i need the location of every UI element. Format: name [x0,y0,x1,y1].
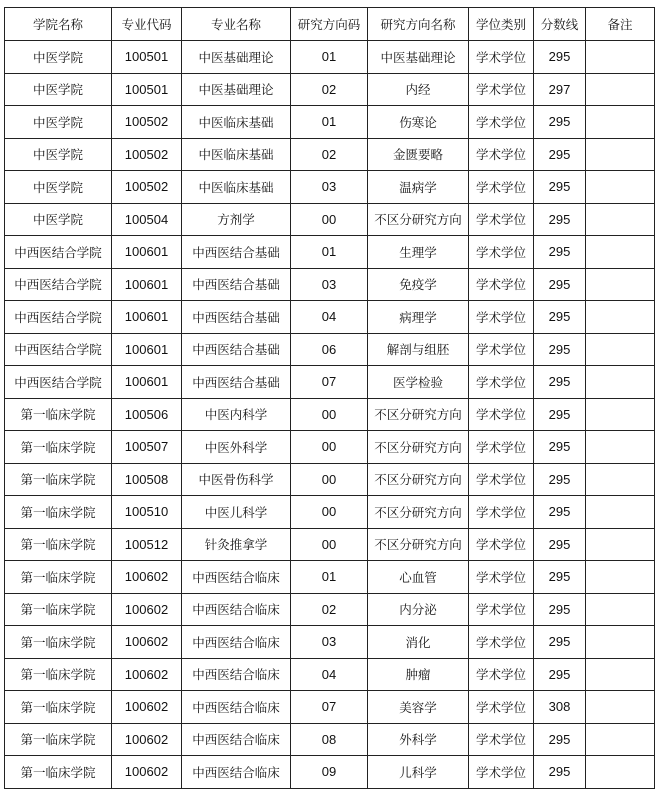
header-degree-type: 学位类别 [469,8,534,41]
college-cell: 第一临床学院 [5,593,112,626]
major-name-cell: 中医临床基础 [182,138,291,171]
header-row [5,8,655,41]
college-cell: 第一临床学院 [5,496,112,529]
college-cell: 第一临床学院 [5,528,112,561]
remarks-cell [586,626,655,659]
major-name-cell: 中西医结合临床 [182,723,291,756]
table-row [5,171,655,204]
table-row [5,756,655,789]
direction-code-cell: 01 [291,236,368,269]
college-cell: 中医学院 [5,106,112,139]
remarks-cell [586,398,655,431]
table-row [5,301,655,334]
header-remarks: 备注 [586,8,655,41]
direction-name-cell: 肿瘤 [368,658,469,691]
header-direction-code: 研究方向码 [291,8,368,41]
college-cell: 中西医结合学院 [5,268,112,301]
major-code-cell: 100508 [112,463,182,496]
degree-type-cell: 学术学位 [469,756,534,789]
degree-type-cell: 学术学位 [469,41,534,74]
major-code-cell: 100602 [112,626,182,659]
remarks-cell [586,593,655,626]
remarks-cell [586,366,655,399]
table-row [5,268,655,301]
direction-name-cell: 不区分研究方向 [368,528,469,561]
college-cell: 第一临床学院 [5,691,112,724]
direction-code-cell: 01 [291,41,368,74]
major-code-cell: 100602 [112,561,182,594]
remarks-cell [586,561,655,594]
major-name-cell: 中西医结合临床 [182,691,291,724]
score-line-cell: 295 [534,203,586,236]
score-line-cell: 295 [534,268,586,301]
major-code-cell: 100602 [112,723,182,756]
direction-name-cell: 解剖与组胚 [368,333,469,366]
table-row [5,41,655,74]
degree-type-cell: 学术学位 [469,593,534,626]
major-name-cell: 中西医结合临床 [182,626,291,659]
direction-code-cell: 01 [291,106,368,139]
major-code-cell: 100602 [112,691,182,724]
major-name-cell: 中医基础理论 [182,41,291,74]
direction-code-cell: 04 [291,301,368,334]
major-name-cell: 中西医结合临床 [182,561,291,594]
header-major-code: 专业代码 [112,8,182,41]
college-cell: 第一临床学院 [5,626,112,659]
major-code-cell: 100501 [112,73,182,106]
table-row [5,73,655,106]
major-code-cell: 100601 [112,301,182,334]
table-row [5,723,655,756]
score-line-cell: 295 [534,463,586,496]
direction-name-cell: 心血管 [368,561,469,594]
direction-name-cell: 生理学 [368,236,469,269]
major-name-cell: 中西医结合临床 [182,756,291,789]
major-code-cell: 100602 [112,593,182,626]
table-row [5,496,655,529]
major-name-cell: 中医外科学 [182,431,291,464]
score-line-cell: 295 [534,333,586,366]
direction-code-cell: 02 [291,138,368,171]
degree-type-cell: 学术学位 [469,106,534,139]
header-score-line: 分数线 [534,8,586,41]
major-name-cell: 中西医结合临床 [182,658,291,691]
table-row [5,236,655,269]
college-cell: 第一临床学院 [5,561,112,594]
score-line-cell: 295 [534,658,586,691]
degree-type-cell: 学术学位 [469,73,534,106]
major-code-cell: 100504 [112,203,182,236]
major-code-cell: 100502 [112,106,182,139]
direction-name-cell: 病理学 [368,301,469,334]
major-code-cell: 100510 [112,496,182,529]
score-line-cell: 295 [534,41,586,74]
direction-code-cell: 04 [291,658,368,691]
degree-type-cell: 学术学位 [469,203,534,236]
degree-type-cell: 学术学位 [469,236,534,269]
remarks-cell [586,691,655,724]
college-cell: 第一临床学院 [5,431,112,464]
major-code-cell: 100602 [112,756,182,789]
college-cell: 中医学院 [5,171,112,204]
direction-code-cell: 07 [291,366,368,399]
score-line-cell: 308 [534,691,586,724]
table-row [5,106,655,139]
direction-name-cell: 内分泌 [368,593,469,626]
degree-type-cell: 学术学位 [469,333,534,366]
direction-name-cell: 金匮要略 [368,138,469,171]
major-name-cell: 中医骨伤科学 [182,463,291,496]
score-line-cell: 295 [534,366,586,399]
remarks-cell [586,301,655,334]
degree-type-cell: 学术学位 [469,171,534,204]
table-row [5,203,655,236]
major-name-cell: 中医基础理论 [182,73,291,106]
table-row [5,366,655,399]
major-name-cell: 中西医结合基础 [182,366,291,399]
major-name-cell: 中西医结合基础 [182,268,291,301]
major-code-cell: 100601 [112,333,182,366]
major-code-cell: 100506 [112,398,182,431]
major-code-cell: 100601 [112,268,182,301]
direction-code-cell: 02 [291,73,368,106]
degree-type-cell: 学术学位 [469,138,534,171]
score-line-cell: 295 [534,398,586,431]
direction-code-cell: 00 [291,203,368,236]
college-cell: 中医学院 [5,138,112,171]
table-row [5,626,655,659]
major-name-cell: 中医临床基础 [182,171,291,204]
college-cell: 中西医结合学院 [5,236,112,269]
direction-name-cell: 免疫学 [368,268,469,301]
direction-code-cell: 06 [291,333,368,366]
major-name-cell: 中西医结合基础 [182,333,291,366]
remarks-cell [586,528,655,561]
remarks-cell [586,463,655,496]
score-line-cell: 295 [534,593,586,626]
direction-name-cell: 儿科学 [368,756,469,789]
degree-type-cell: 学术学位 [469,431,534,464]
direction-name-cell: 不区分研究方向 [368,496,469,529]
remarks-cell [586,171,655,204]
table-row [5,431,655,464]
table-row [5,528,655,561]
major-code-cell: 100502 [112,171,182,204]
remarks-cell [586,236,655,269]
direction-code-cell: 03 [291,171,368,204]
table-row [5,658,655,691]
college-cell: 第一临床学院 [5,658,112,691]
major-code-cell: 100507 [112,431,182,464]
score-line-cell: 295 [534,431,586,464]
degree-type-cell: 学术学位 [469,366,534,399]
direction-code-cell: 00 [291,431,368,464]
remarks-cell [586,658,655,691]
direction-name-cell: 不区分研究方向 [368,398,469,431]
major-code-cell: 100512 [112,528,182,561]
direction-code-cell: 03 [291,268,368,301]
college-cell: 第一临床学院 [5,463,112,496]
major-code-cell: 100502 [112,138,182,171]
remarks-cell [586,268,655,301]
remarks-cell [586,73,655,106]
remarks-cell [586,106,655,139]
direction-name-cell: 医学检验 [368,366,469,399]
table-row [5,138,655,171]
degree-type-cell: 学术学位 [469,626,534,659]
header-college: 学院名称 [5,8,112,41]
college-cell: 中西医结合学院 [5,301,112,334]
remarks-cell [586,138,655,171]
direction-name-cell: 伤寒论 [368,106,469,139]
major-name-cell: 中医内科学 [182,398,291,431]
degree-type-cell: 学术学位 [469,691,534,724]
degree-type-cell: 学术学位 [469,528,534,561]
direction-name-cell: 温病学 [368,171,469,204]
direction-code-cell: 01 [291,561,368,594]
score-line-cell: 295 [534,236,586,269]
direction-name-cell: 外科学 [368,723,469,756]
major-name-cell: 方剂学 [182,203,291,236]
score-line-cell: 297 [534,73,586,106]
remarks-cell [586,203,655,236]
score-line-cell: 295 [534,301,586,334]
major-name-cell: 中西医结合临床 [182,593,291,626]
college-cell: 中西医结合学院 [5,366,112,399]
remarks-cell [586,496,655,529]
table-row [5,463,655,496]
table-body [5,41,655,789]
college-cell: 中医学院 [5,203,112,236]
degree-type-cell: 学术学位 [469,658,534,691]
direction-code-cell: 02 [291,593,368,626]
college-cell: 中医学院 [5,73,112,106]
major-name-cell: 针灸推拿学 [182,528,291,561]
major-code-cell: 100601 [112,236,182,269]
degree-type-cell: 学术学位 [469,723,534,756]
direction-name-cell: 不区分研究方向 [368,463,469,496]
score-line-cell: 295 [534,723,586,756]
degree-type-cell: 学术学位 [469,301,534,334]
degree-type-cell: 学术学位 [469,398,534,431]
direction-name-cell: 不区分研究方向 [368,431,469,464]
score-line-cell: 295 [534,756,586,789]
direction-code-cell: 00 [291,398,368,431]
direction-code-cell: 03 [291,626,368,659]
score-line-cell: 295 [534,496,586,529]
direction-code-cell: 08 [291,723,368,756]
major-name-cell: 中医儿科学 [182,496,291,529]
major-name-cell: 中医临床基础 [182,106,291,139]
degree-type-cell: 学术学位 [469,268,534,301]
direction-code-cell: 07 [291,691,368,724]
degree-type-cell: 学术学位 [469,496,534,529]
remarks-cell [586,41,655,74]
degree-type-cell: 学术学位 [469,463,534,496]
remarks-cell [586,431,655,464]
table-row [5,561,655,594]
college-cell: 第一临床学院 [5,756,112,789]
direction-name-cell: 不区分研究方向 [368,203,469,236]
direction-name-cell: 美容学 [368,691,469,724]
major-name-cell: 中西医结合基础 [182,236,291,269]
table-row [5,593,655,626]
remarks-cell [586,723,655,756]
direction-name-cell: 内经 [368,73,469,106]
score-table [4,7,655,789]
remarks-cell [586,333,655,366]
header-direction-name: 研究方向名称 [368,8,469,41]
table-row [5,333,655,366]
remarks-cell [586,756,655,789]
direction-code-cell: 00 [291,463,368,496]
score-line-cell: 295 [534,561,586,594]
table-row [5,691,655,724]
score-line-cell: 295 [534,171,586,204]
direction-name-cell: 消化 [368,626,469,659]
score-line-cell: 295 [534,626,586,659]
score-line-cell: 295 [534,138,586,171]
score-line-cell: 295 [534,528,586,561]
college-cell: 中西医结合学院 [5,333,112,366]
college-cell: 第一临床学院 [5,723,112,756]
major-name-cell: 中西医结合基础 [182,301,291,334]
table-row [5,398,655,431]
major-code-cell: 100602 [112,658,182,691]
major-code-cell: 100501 [112,41,182,74]
degree-type-cell: 学术学位 [469,561,534,594]
college-cell: 中医学院 [5,41,112,74]
direction-name-cell: 中医基础理论 [368,41,469,74]
major-code-cell: 100601 [112,366,182,399]
college-cell: 第一临床学院 [5,398,112,431]
direction-code-cell: 00 [291,496,368,529]
score-line-cell: 295 [534,106,586,139]
direction-code-cell: 00 [291,528,368,561]
direction-code-cell: 09 [291,756,368,789]
header-major-name: 专业名称 [182,8,291,41]
